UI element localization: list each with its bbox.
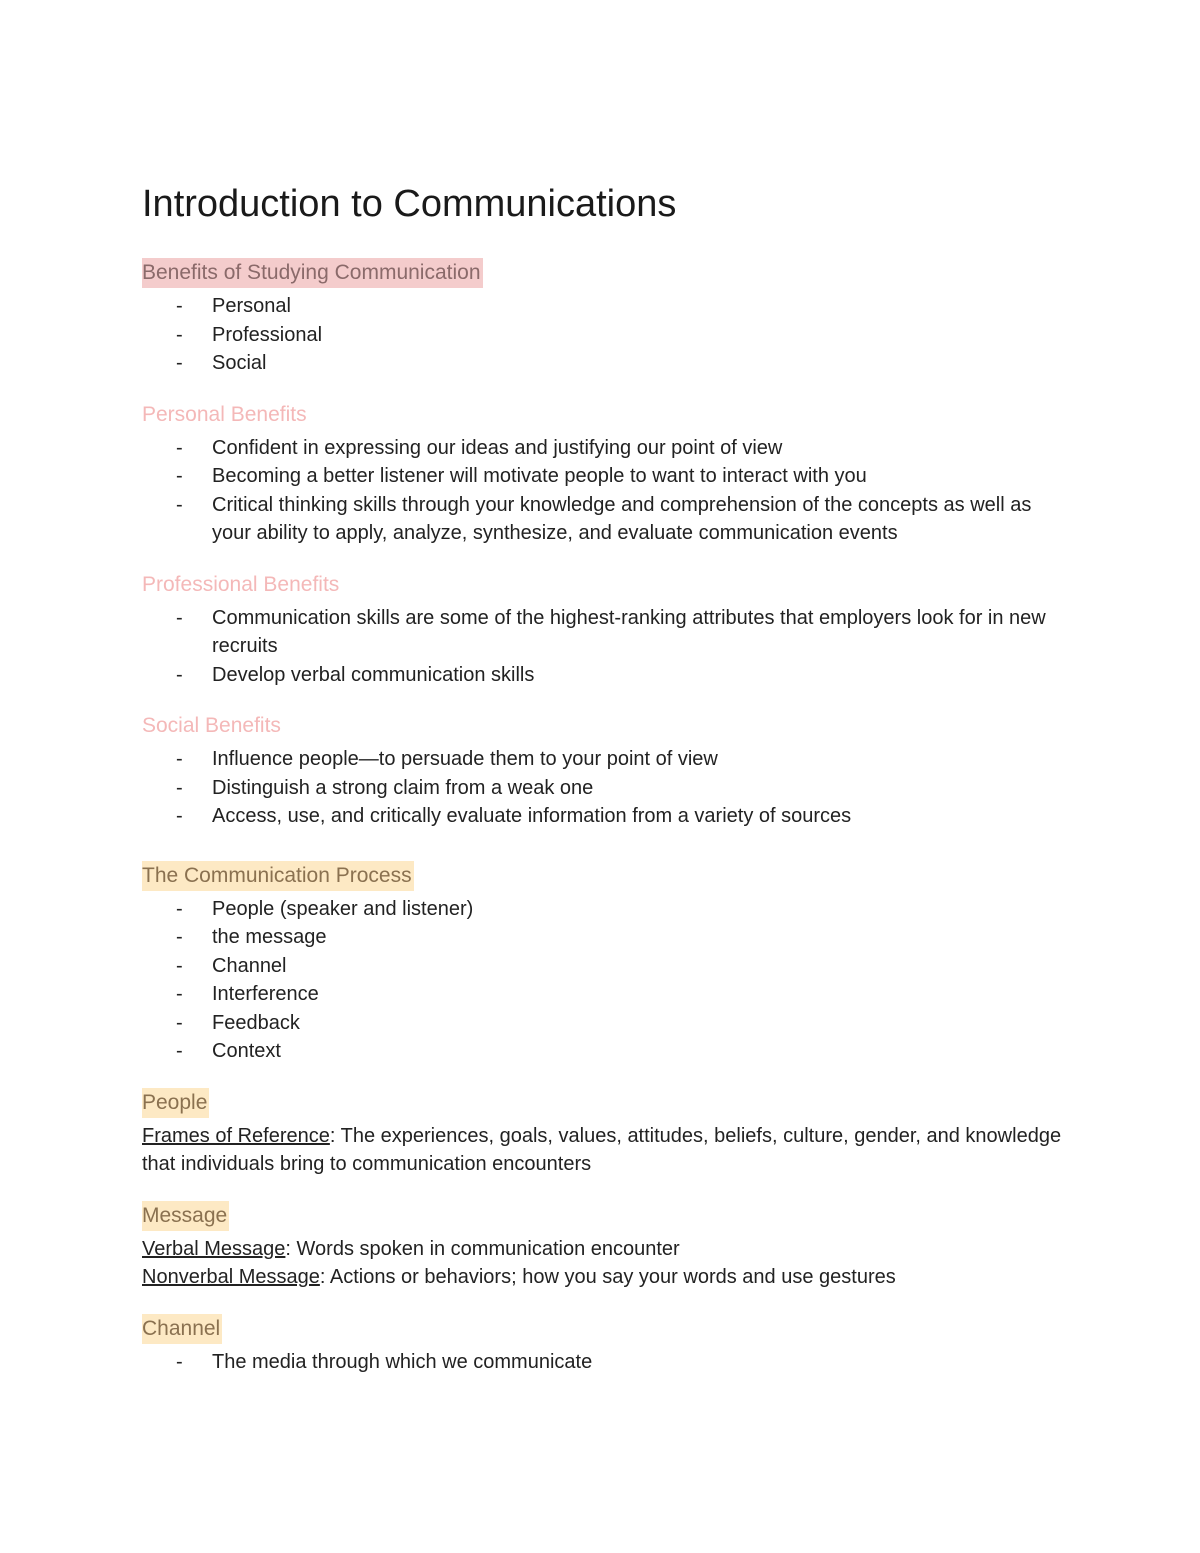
list-item: - Influence people—to persuade them to your point of view [142, 745, 1062, 774]
term-verbal-message: Verbal Message [142, 1237, 286, 1260]
list-item: - Social [142, 349, 1062, 378]
document-page [142, 180, 1062, 1376]
list-item: - The media through which we communicate [142, 1348, 1062, 1377]
list-item: - Channel [142, 952, 1062, 981]
personal-list [142, 434, 1062, 548]
dash-bullet: - [176, 805, 183, 827]
list-item: - Communication skills are some of the highest-ranking attributes that employers look for in new recruits [142, 604, 1062, 661]
dash-bullet: - [176, 323, 183, 346]
list-item: - Professional [142, 321, 1062, 350]
list-item: - People (speaker and listener) [142, 895, 1062, 924]
dash-bullet: - [176, 465, 183, 487]
dash-bullet: - [176, 1350, 183, 1373]
list-item: - Interference [142, 980, 1062, 1009]
dash-bullet: - [176, 897, 183, 920]
list-item: - Personal [142, 292, 1062, 321]
dash-bullet: - [176, 352, 183, 374]
heading-benefits: Benefits of Studying Communication [142, 258, 483, 288]
list-item: - Develop verbal communication skills [142, 661, 1062, 690]
heading-channel: Channel [142, 1314, 222, 1344]
benefits-list [142, 292, 1062, 378]
list-item: - Critical thinking skills through your knowledge and comprehension of the concepts as well as your ability to apply, analyze, synthesize, and evaluate communication events [142, 491, 1062, 548]
page-title: Introduction to Communications [142, 183, 677, 225]
heading-social-benefits: Social Benefits [142, 714, 281, 737]
definition-nonverbal-message: Nonverbal Message: Actions or behaviors; how you say your words and use gestures [142, 1266, 896, 1288]
list-item: - Feedback [142, 1009, 1062, 1038]
list-item: - Distinguish a strong claim from a weak one [142, 774, 1062, 803]
section-people [142, 1088, 1062, 1179]
dash-bullet: - [176, 663, 183, 686]
heading-message: Message [142, 1201, 229, 1231]
dash-bullet: - [176, 748, 183, 770]
professional-list [142, 604, 1062, 690]
term-nonverbal-message: Nonverbal Message [142, 1266, 320, 1288]
social-list [142, 745, 1062, 831]
dash-bullet: - [176, 926, 183, 948]
dash-bullet: - [176, 1040, 183, 1062]
heading-professional-benefits: Professional Benefits [142, 572, 340, 596]
list-item: - Confident in expressing our ideas and justifying our point of view [142, 434, 1062, 463]
section-channel [142, 1314, 1062, 1377]
dash-bullet: - [176, 295, 183, 317]
dash-bullet: - [176, 493, 183, 516]
heading-communication-process: The Communication Process [142, 861, 414, 891]
channel-list [142, 1348, 1062, 1377]
list-item: - Becoming a better listener will motivate people to want to interact with you [142, 462, 1062, 491]
section-professional [142, 570, 1062, 690]
process-list [142, 895, 1062, 1066]
list-item: - the message [142, 923, 1062, 952]
term-frames-of-reference: Frames of Reference [142, 1124, 330, 1147]
section-process [142, 861, 1062, 1066]
definition-frames-of-reference: Frames of Reference: The experiences, goals, values, attitudes, beliefs, culture, gender, and knowledge that individuals bring to communication encounters [142, 1124, 1062, 1175]
dash-bullet: - [176, 983, 183, 1005]
list-item: - Context [142, 1037, 1062, 1066]
dash-bullet: - [176, 776, 183, 799]
section-personal [142, 400, 1062, 548]
heading-personal-benefits: Personal Benefits [142, 402, 307, 426]
dash-bullet: - [176, 606, 183, 629]
section-social [142, 711, 1062, 831]
section-benefits [142, 258, 1062, 378]
list-item: - Access, use, and critically evaluate information from a variety of sources [142, 802, 1062, 831]
heading-people: People [142, 1088, 209, 1118]
definition-verbal-message: Verbal Message: Words spoken in communication encounter [142, 1237, 680, 1260]
section-message [142, 1201, 1062, 1292]
dash-bullet: - [176, 1011, 183, 1034]
dash-bullet: - [176, 954, 183, 977]
dash-bullet: - [176, 436, 183, 459]
